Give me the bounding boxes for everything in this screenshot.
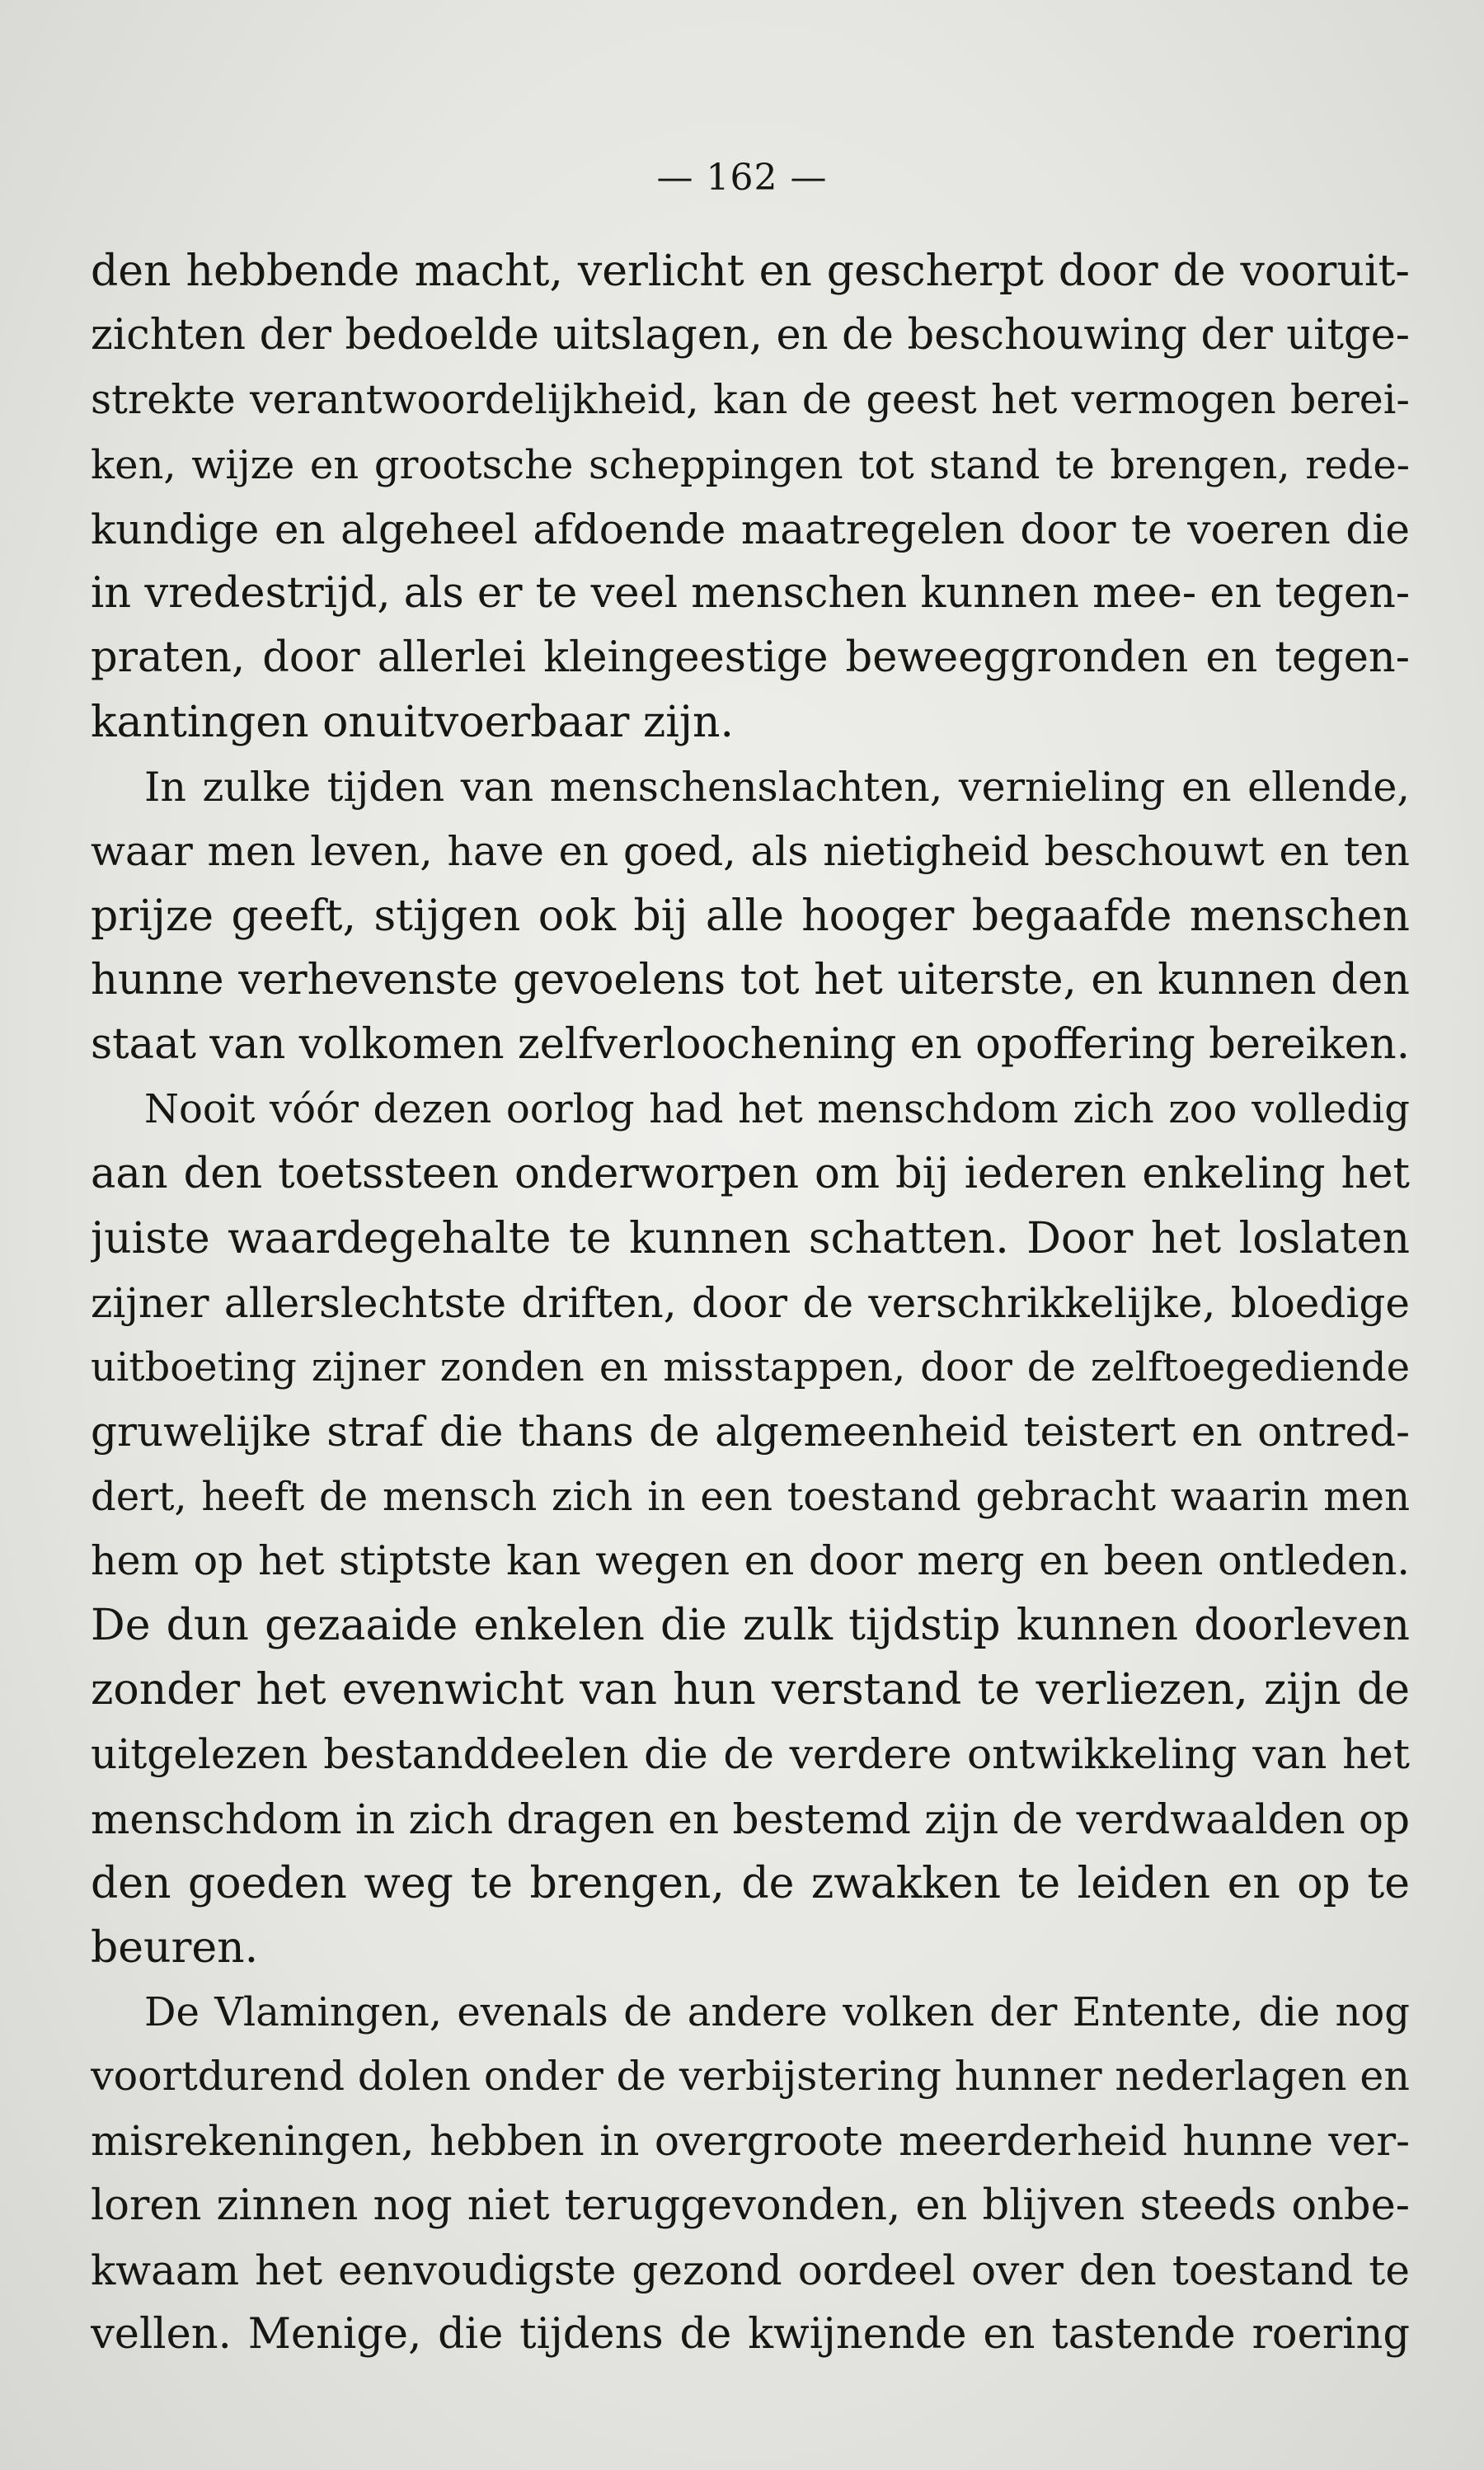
paragraph-4-line-3: misrekeningen, hebben in overgroote meerderheid hunne ver-: [91, 2117, 1410, 2166]
paragraph-3-line-1: Nooit vóór dezen oorlog had het menschdom zich zoo volledig: [144, 1086, 1410, 1133]
paragraph-1-line-7: praten, door allerlei kleingeestige beweeggronden en tegen-: [91, 633, 1410, 683]
paragraph-3-line-13: den goeden weg te brengen, de zwakken te leiden en op te: [91, 1858, 1410, 1908]
paragraph-3-line-8: hem op het stiptste kan wegen en door merg en been ontleden.: [91, 1536, 1410, 1584]
paragraph-1-line-4: ken, wijze en grootsche scheppingen tot stand te brengen, rede-: [91, 441, 1410, 488]
paragraph-2-line-4: hunne verhevenste gevoelens tot het uiterste, en kunnen den: [91, 956, 1410, 1005]
paragraph-4-line-5: kwaam het eenvoudigste gezond oordeel over den toestand te: [91, 2246, 1410, 2294]
paragraph-3-line-2: aan den toetssteen onderworpen om bij iederen enkeling het: [91, 1149, 1410, 1198]
paragraph-1-line-2: zichten der bedoelde uitslagen, en de beschouwing der uitge-: [91, 311, 1410, 360]
paragraph-3-line-4: zijner allerslechtste driften, door de verschrikkelijke, bloedige: [91, 1279, 1410, 1327]
paragraph-3-line-10: zonder het evenwicht van hun verstand te verliezen, zijn de: [91, 1665, 1410, 1715]
paragraph-2-line-2: waar men leven, have en goed, als nietigheid beschouwt en ten: [91, 827, 1410, 875]
paragraph-2-line-5: staat van volkomen zelfverloochening en opoffering bereiken.: [91, 1020, 1410, 1070]
paragraph-4-line-4: loren zinnen nog niet teruggevonden, en blijven steeds onbe-: [91, 2181, 1410, 2230]
paragraph-1-line-8: kantingen onuitvoerbaar zijn.: [91, 698, 735, 748]
page-number: — 162 —: [656, 157, 828, 199]
paragraph-4-line-1: De Vlamingen, evenals de andere volken der Entente, die nog: [144, 1989, 1410, 2036]
paragraph-3-line-7: dert, heeft de mensch zich in een toestand gebracht waarin men: [91, 1473, 1410, 1520]
paragraph-3-line-14: beuren.: [91, 1922, 259, 1973]
paragraph-1-line-5: kundige en algeheel afdoende maatregelen door te voeren die: [91, 505, 1410, 553]
paragraph-3-line-11: uitgelezen bestanddeelen die de verdere ontwikkeling van het: [91, 1730, 1410, 1779]
paragraph-4-line-2: voortdurend dolen onder de verbijstering hunner nederlagen en: [91, 2053, 1410, 2101]
paragraph-2-line-3: prijze geeft, stijgen ook bij alle hooger begaafde menschen: [91, 891, 1410, 941]
paragraph-1-line-3: strekte verantwoordelijkheid, kan de geest het vermogen berei-: [91, 376, 1410, 424]
paragraph-3-line-5: uitboeting zijner zonden en misstappen, door de zelftoegediende: [91, 1344, 1410, 1391]
paragraph-3-line-6: gruwelijke straf die thans de algemeenheid teistert en ontred-: [91, 1408, 1410, 1456]
paragraph-4-line-6: vellen. Menige, die tijdens de kwijnende en tastende roering: [91, 2310, 1410, 2359]
paragraph-3-line-3: juiste waardegehalte te kunnen schatten. Door het loslaten: [91, 1213, 1410, 1263]
paragraph-3-line-9: De dun gezaaide enkelen die zulk tijdstip kunnen doorleven: [91, 1600, 1410, 1650]
body-text: [91, 239, 1410, 2367]
paragraph-3-line-12: menschdom in zich dragen en bestemd zijn de verdwaalden op: [91, 1795, 1410, 1843]
paragraph-1-line-6: in vredestrijd, als er te veel menschen kunnen mee- en tegen-: [91, 568, 1410, 618]
paragraph-1-line-1: den hebbende macht, verlicht en gescherpt door de vooruit-: [91, 247, 1410, 296]
paragraph-2-line-1: In zulke tijden van menschenslachten, vernieling en ellende,: [144, 763, 1410, 811]
